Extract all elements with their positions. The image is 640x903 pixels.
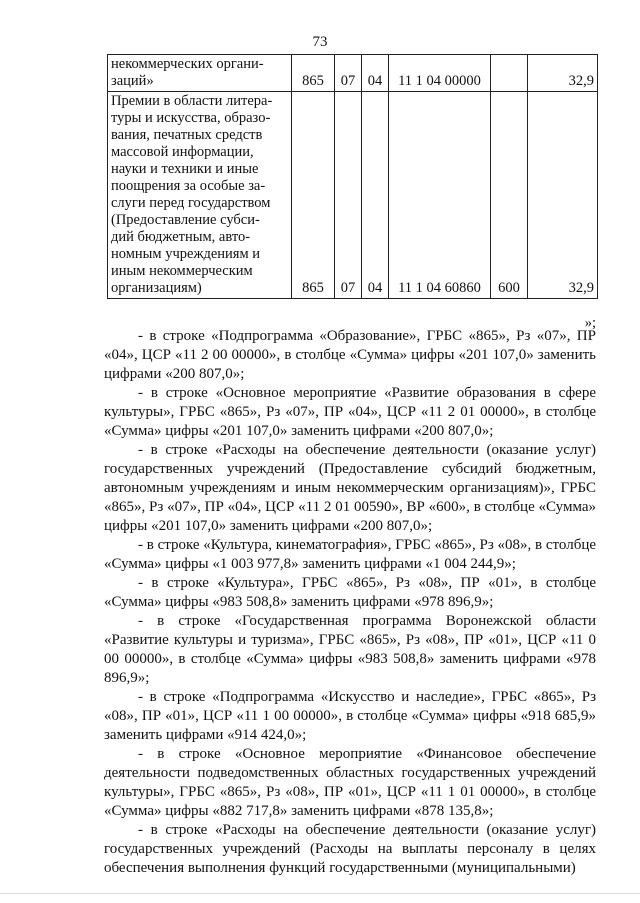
- csr-cell: 11 1 04 00000: [389, 55, 491, 92]
- row-name-line: иным некоммерческим: [111, 263, 253, 279]
- row-name-line: туры и искусства, образо-: [111, 110, 271, 126]
- row-name-line: Премии в области литера-: [111, 93, 273, 109]
- pr-cell: 04: [362, 55, 389, 92]
- sum-cell: 32,9: [528, 92, 598, 299]
- amendment-paragraph: - в строке «Расходы на обеспечение деятельности (оказание услуг) государственных учреждений (Предоставление субсидий бюджетным, автономным учреждениям и иным некоммерческим организациям)», ГРБС «865», Рз «07», ПР «04», ЦСР «11 2 01 00590», ВР «600», в столбце «Сумма» цифры «201 107,0» заменить цифрами «200 807,0»;: [104, 442, 596, 534]
- table-closing-quote: »;: [584, 315, 596, 331]
- row-name-line: поощрения за особые за-: [111, 178, 266, 194]
- row-name-line: слуги перед государством: [111, 195, 271, 211]
- csr-cell: 11 1 04 60860: [389, 92, 491, 299]
- page-number: 73: [312, 34, 328, 50]
- row-name-line: вания, печатных средств: [111, 127, 263, 143]
- row-name-line: (Предоставление субси-: [111, 212, 260, 228]
- row-name-cell: [108, 92, 292, 299]
- amendment-paragraph: - в строке «Основное мероприятие «Развитие образования в сфере культуры», ГРБС «865», Рз «07», ПР «04», ЦСР «11 2 01 00000», в столбце «Сумма» цифры «201 107,0» заменить цифрами «200 807,0»;: [104, 385, 596, 439]
- grbs-cell: 865: [292, 92, 335, 299]
- row-name-cell: [108, 55, 292, 92]
- amendment-paragraph: - в строке «Государственная программа Воронежской области «Развитие культуры и туризма», ГРБС «865», Рз «08», ПР «01», ЦСР «11 0 00 00000», в столбце «Сумма» цифры «983 508,8» заменить цифрами «978 896,9»;: [104, 613, 596, 687]
- pr-cell: 04: [362, 92, 389, 299]
- rz-cell: 07: [335, 92, 362, 299]
- amendment-paragraph: - в строке «Расходы на обеспечение деятельности (оказание услуг) государственных учреждений (Расходы на выплаты персоналу в целях обеспечения выполнения функций государственными (муниципальными): [104, 822, 596, 877]
- grbs-cell: 865: [292, 55, 335, 92]
- table-row: [108, 92, 598, 299]
- row-name-line: дий бюджетным, авто-: [111, 229, 251, 245]
- rz-cell: 07: [335, 55, 362, 92]
- sum-cell: 32,9: [528, 55, 598, 92]
- amendment-paragraph: - в строке «Подпрограмма «Искусство и наследие», ГРБС «865», Рз «08», ПР «01», ЦСР «11 1 00 00000», в столбце «Сумма» цифры «918 685,9» заменить цифрами «914 424,0»;: [104, 689, 596, 744]
- page-bottom-rule: [0, 893, 640, 894]
- row-name-line: массовой информации,: [111, 144, 254, 160]
- budget-table: [107, 54, 598, 299]
- amendment-paragraph: - в строке «Подпрограмма «Образование», ГРБС «865», Рз «07», ПР «04», ЦСР «11 2 00 00000», в столбце «Сумма» цифры «201 107,0» заменить цифрами «200 807,0»;: [104, 328, 596, 382]
- row-name-line: некоммерческих органи-: [111, 56, 264, 72]
- table-row: [108, 55, 598, 92]
- vr-cell: [491, 55, 528, 92]
- amendment-paragraph: - в строке «Культура», ГРБС «865», Рз «08», ПР «01», в столбце «Сумма» цифры «983 508,8» заменить цифрами «978 896,9»;: [104, 575, 596, 611]
- vr-cell: 600: [491, 92, 528, 299]
- row-name-line: заций»: [111, 73, 154, 89]
- row-name-line: организациям): [111, 280, 202, 296]
- amendment-paragraph: - в строке «Культура, кинематография», ГРБС «865», Рз «08», в столбце «Сумма» цифры «1 003 977,8» заменить цифрами «1 004 244,9»;: [104, 537, 597, 572]
- row-name-line: номным учреждениям и: [111, 246, 261, 262]
- row-name-line: науки и техники и иные: [111, 161, 259, 177]
- amendment-list: [104, 327, 596, 878]
- amendment-paragraph: - в строке «Основное мероприятие «Финансовое обеспечение деятельности подведомственных областных государственных учреждений культуры», ГРБС «865», Рз «08», ПР «01», ЦСР «11 1 01 00000», в столбце «Сумма» цифры «882 717,8» заменить цифрами «878 135,8»;: [104, 746, 596, 820]
